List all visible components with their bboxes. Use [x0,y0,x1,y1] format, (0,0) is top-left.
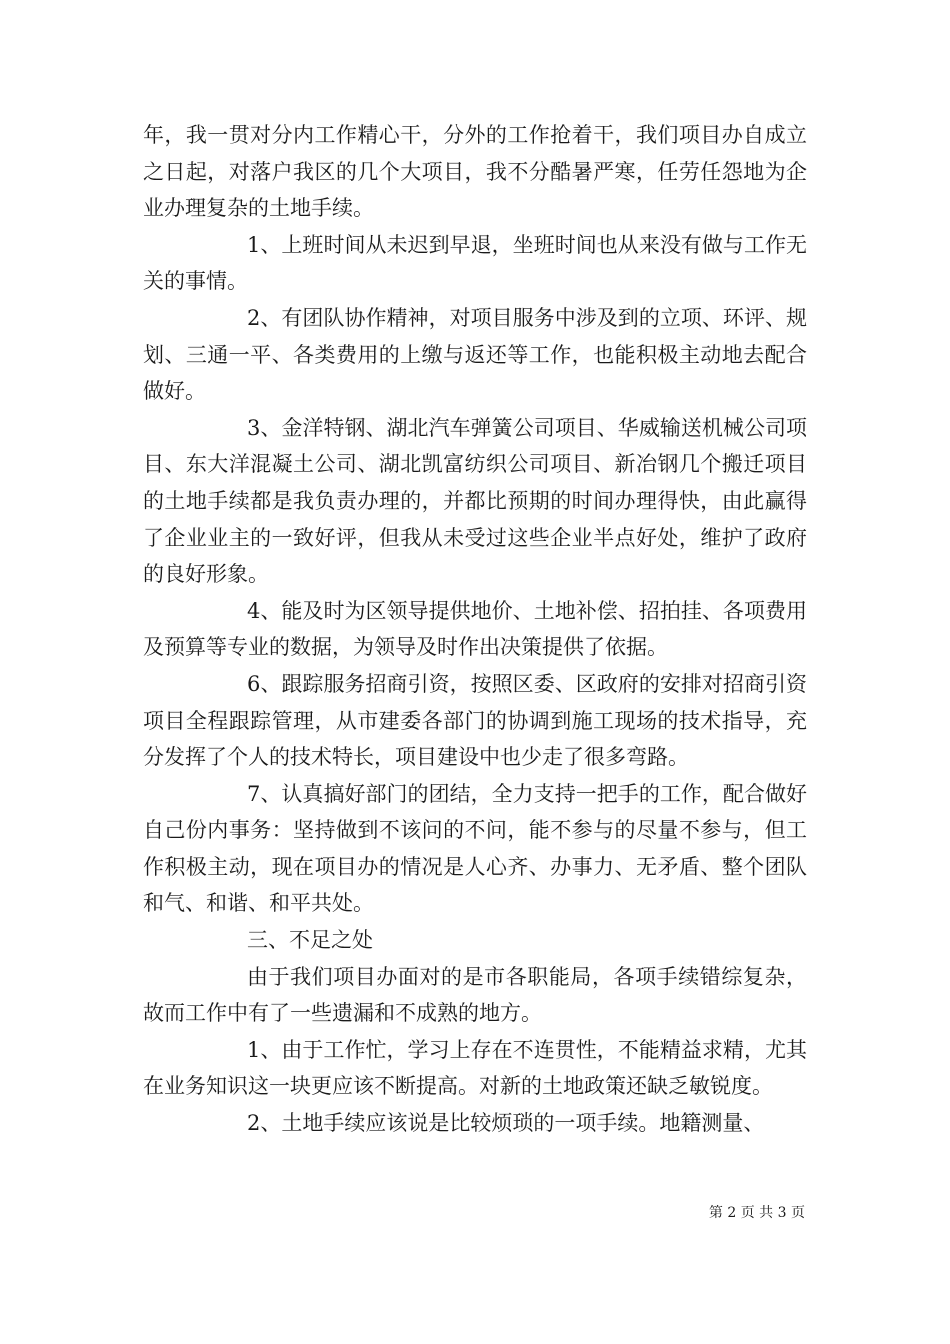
paragraph-item-3: 3、金洋特钢、湖北汽车弹簧公司项目、华威输送机械公司项目、东大洋混凝土公司、湖北凯富纺织公司项目、新冶钢几个搬迁项目的土地手续都是我负责办理的，并都比预期的时间办理得快，由此赢得了企业业主的一致好评，但我从未受过这些企业半点好处，维护了政府的良好形象。 [143,415,807,587]
paragraph-item-6: 6、跟踪服务招商引资，按照区委、区政府的安排对招商引资项目全程跟踪管理，从市建委各部门的协调到施工现场的技术指导，充分发挥了个人的技术特长，项目建设中也少走了很多弯路。 [143,671,807,770]
section-heading: 三、不足之处 [247,928,373,953]
paragraph-item-1: 1、上班时间从未迟到早退，坐班时间也从来没有做与工作无关的事情。 [143,232,807,294]
page-number-footer: 第 2 页 共 3 页 [708,1205,805,1221]
paragraph-shortcoming-2: 2、土地手续应该说是比较烦琐的一项手续。地籍测量、 [247,1111,765,1136]
paragraph-shortcoming-1: 1、由于工作忙，学习上存在不连贯性，不能精益求精，尤其在业务知识这一块更应该不断提高。对新的土地政策还缺乏敏锐度。 [143,1037,807,1099]
paragraph-continuation: 年，我一贯对分内工作精心干，分外的工作抢着干，我们项目办自成立之日起，对落户我区的几个大项目，我不分酷暑严寒，任劳任怨地为企业办理复杂的土地手续。 [143,123,807,221]
paragraph-item-7: 7、认真搞好部门的团结，全力支持一把手的工作，配合做好自己份内事务：坚持做到不该问的不问，能不参与的尽量不参与，但工作积极主动，现在项目办的情况是人心齐、办事力、无矛盾、整个团队和气、和谐、和平共处。 [143,781,807,916]
paragraph-item-2: 2、有团队协作精神，对项目服务中涉及到的立项、环评、规划、三通一平、各类费用的上缴与返还等工作，也能积极主动地去配合做好。 [143,305,807,404]
document-body [143,117,807,1142]
paragraph-intro: 由于我们项目办面对的是市各职能局，各项手续错综复杂，故而工作中有了一些遗漏和不成熟的地方。 [143,964,807,1026]
paragraph-item-4: 4、能及时为区领导提供地价、土地补偿、招拍挂、各项费用及预算等专业的数据，为领导及时作出决策提供了依据。 [143,598,807,660]
